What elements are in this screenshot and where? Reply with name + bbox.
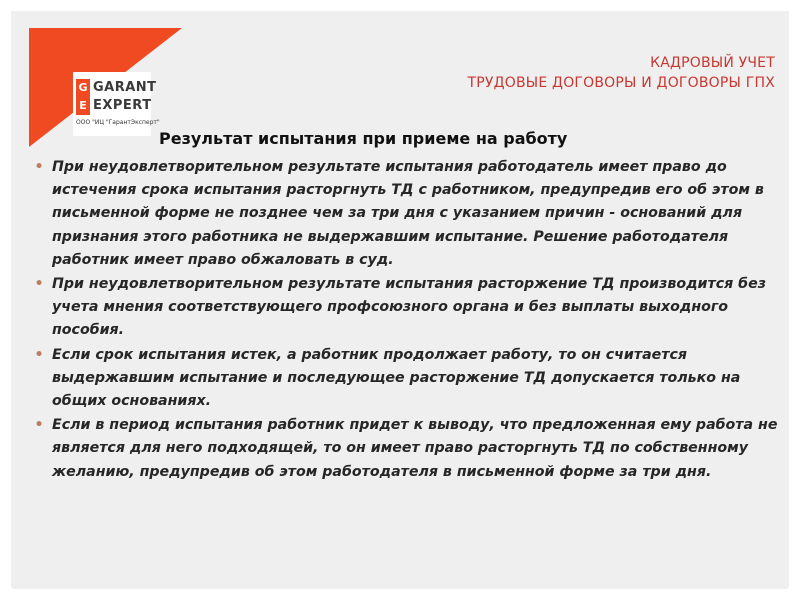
bullet-list <box>32 156 778 485</box>
bullet-dot-icon: • <box>34 159 44 175</box>
slide-title-line-2: ТРУДОВЫЕ ДОГОВОРЫ И ДОГОВОРЫ ГПХ <box>467 75 775 91</box>
logo-expert-text: EXPERT <box>93 98 152 113</box>
slide-header <box>11 11 789 148</box>
logo-garant-text: GARANT <box>93 80 157 95</box>
bullet-item <box>32 414 778 484</box>
logo-g-letter: G <box>76 79 90 97</box>
slide <box>11 11 789 589</box>
bullet-item <box>32 273 778 343</box>
bullet-item <box>32 156 778 272</box>
bullet-dot-icon: • <box>34 417 44 434</box>
bullet-text: Если срок испытания истек, а работник продолжает работу, то он считается выдержавшим испытание и последующее расторжение ТД допускается только на общих основаниях. <box>52 346 741 410</box>
slide-title <box>468 53 775 93</box>
section-subtitle: Результат испытания при приеме на работу <box>159 129 568 148</box>
logo-company-name: ООО "ИЦ "ГарантЭксперт" <box>76 119 160 126</box>
bullet-text: Если в период испытания работник придет к выводу, что предложенная ему работа не является для него подходящей, то он имеет право расторгнуть ТД по собственному желанию, предупредив об этом работодателя в письменной форме за три дня. <box>52 417 778 480</box>
bullet-dot-icon: • <box>34 346 44 363</box>
bullet-item <box>32 344 778 414</box>
bullet-text: При неудовлетворительном результате испытания работодатель имеет право до истечения срока испытания расторгнуть ТД с работником, предупредив его об этом в письменной форме не позднее чем за три дня с указанием причин - оснований для признания этого работника не выдержавшим испытание. Решение работодателя работник имеет право обжаловать в суд. <box>52 159 764 268</box>
logo-e-letter: E <box>76 97 90 115</box>
bullet-text: При неудовлетворительном результате испытания расторжение ТД производится без учета мнения соответствующего профсоюзного органа и без выплаты выходного пособия. <box>52 276 766 339</box>
bullet-dot-icon: • <box>34 276 44 293</box>
slide-title-line-1: КАДРОВЫЙ УЧЕТ <box>650 55 775 71</box>
